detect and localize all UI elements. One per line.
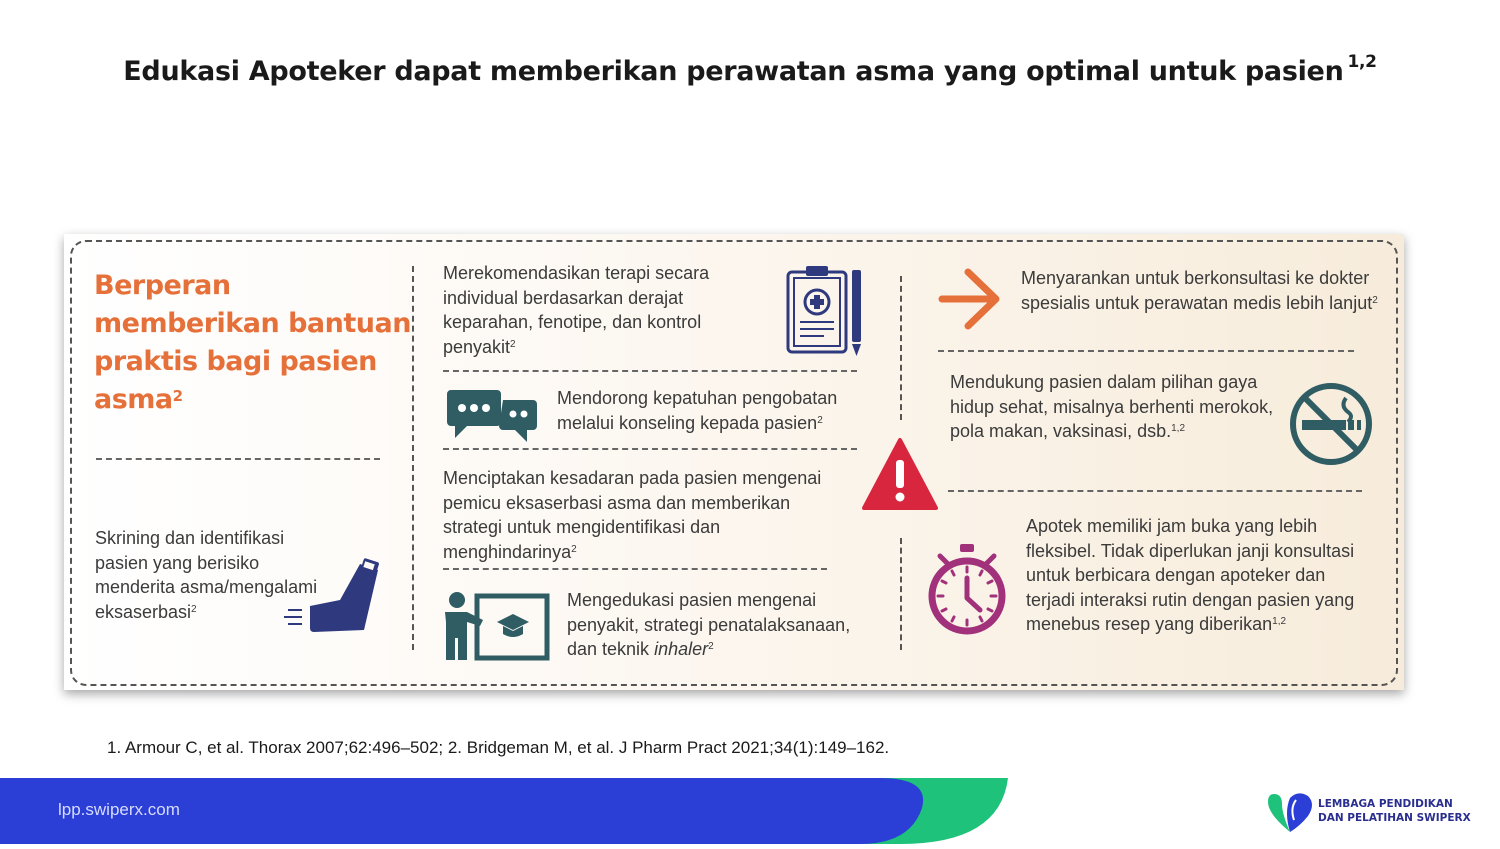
screening-text: Skrining dan identifikasi pasien yang berisiko menderita asma/mengalami eksaserbasi$^2$ bbox=[95, 528, 318, 622]
middle-text-1: Merekomendasikan terapi secara individual berdasarkan derajat keparahan, fenotipe, dan kontrol penyakit$^2$ bbox=[443, 263, 710, 357]
divider bbox=[443, 370, 857, 372]
medical-clipboard-icon bbox=[786, 266, 868, 363]
clock-icon bbox=[926, 544, 1008, 643]
logo-text: LEMBAGA PENDIDIKAN DAN PELATIHAN SWIPERX bbox=[1318, 798, 1471, 824]
arrow-right-icon bbox=[938, 266, 1002, 337]
site-link[interactable]: lpp.swiperx.com bbox=[58, 800, 180, 819]
slide-title: Edukasi Apoteker dapat memberikan perawatan asma yang optimal untuk pasien $^{1,2}$ bbox=[123, 52, 1377, 87]
middle-text-3: Menciptakan kesadaran pada pasien mengenai pemicu eksaserbasi asma dan memberikan strategi untuk mengidentifikasi dan menghindarinya$^2$ bbox=[443, 468, 822, 562]
middle-text-2: Mendorong kepatuhan pengobatan melalui konseling kepada pasien$^2$ bbox=[557, 388, 838, 433]
divider bbox=[96, 458, 380, 460]
vertical-divider-left bbox=[412, 266, 414, 650]
divider bbox=[948, 490, 1362, 492]
divider bbox=[443, 448, 857, 450]
chat-bubbles-icon bbox=[447, 386, 539, 453]
vertical-divider-right-bottom bbox=[900, 538, 902, 650]
middle-text-4: Mengedukasi pasien mengenai penyakit, strategi penatalaksanaan, dan teknik inhaler$^2$ bbox=[567, 590, 851, 659]
card-heading: Berperan memberikan bantuan praktis bagi pasien asma$^2$ bbox=[94, 270, 411, 415]
swiperx-logo-icon bbox=[1268, 790, 1316, 839]
warning-icon bbox=[862, 438, 938, 517]
divider bbox=[938, 350, 1354, 352]
right-text-3: Apotek memiliki jam buka yang lebih fleksibel. Tidak diperlukan janji konsultasi untuk berbicara dengan apoteker dan terjadi interaksi rutin dengan pasien yang menebus resep yang diberikan$^{1,2}$ bbox=[1026, 516, 1355, 634]
teacher-board-icon bbox=[443, 592, 551, 667]
references: 1. Armour C, et al. Thorax 2007;62:496–502; 2. Bridgeman M, et al. J Pharm Pract 2021;34(1):149–162. bbox=[107, 738, 890, 757]
vertical-divider-right-top bbox=[900, 276, 902, 420]
right-text-2: Mendukung pasien dalam pilihan gaya hidup sehat, misalnya berhenti merokok, pola makan, vaksinasi, dsb.$^{1,2}$ bbox=[950, 372, 1274, 441]
no-smoking-icon bbox=[1288, 376, 1374, 473]
right-text-1: Menyarankan untuk berkonsultasi ke dokter spesialis untuk perawatan medis lebih lanjut$^2$ bbox=[1021, 268, 1378, 313]
divider bbox=[443, 568, 827, 570]
info-card bbox=[64, 234, 1404, 690]
inhaler-icon bbox=[282, 556, 382, 641]
